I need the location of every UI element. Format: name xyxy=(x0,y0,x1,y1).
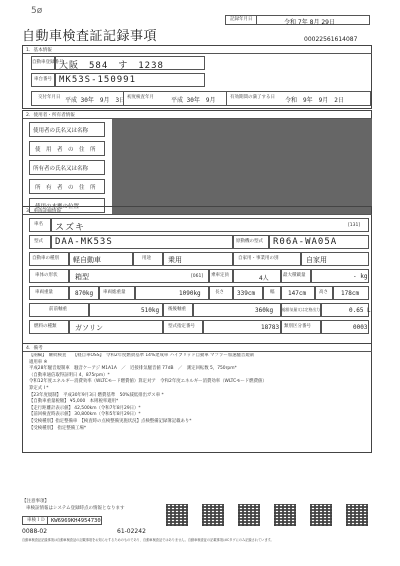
rear-axle-label: 後後軸重 xyxy=(168,307,186,312)
fuel-value: ガソリン xyxy=(75,324,103,332)
redacted-owner-info xyxy=(112,119,372,215)
first-inspection-value: 平成 30年 9月 xyxy=(171,97,216,104)
purpose-value: 自家用 xyxy=(306,256,327,264)
capacity-label: 乗車定員 xyxy=(211,273,229,278)
remarks-list xyxy=(29,353,369,432)
print-date: 令和 7年 8月 29日 xyxy=(284,19,335,26)
expiry-label: 有効期間の満了する日 xyxy=(230,95,275,100)
remark-line: 【受検種別】 指定整備工場* xyxy=(29,425,87,431)
section1-heading: 1．基本情報 xyxy=(26,48,52,53)
footer-code-left: 0088-02 xyxy=(22,528,48,535)
section3 xyxy=(22,206,372,344)
displacement-value: 0.65 L xyxy=(349,307,371,314)
engine-value: R06A-WA05A xyxy=(273,237,338,247)
expiry-value: 令和 9年 9月 2日 xyxy=(285,97,344,104)
section4 xyxy=(22,343,372,453)
weight-value: 870kg xyxy=(75,290,94,297)
use-value: 乗用 xyxy=(168,256,182,264)
front-axle-label: 前前軸重 xyxy=(49,307,67,312)
issue-date-label: 交付年月日 xyxy=(38,95,61,100)
remark-line: 【自動車重量税額】 ¥5,000 本則税率適用* xyxy=(29,399,119,405)
reg-number-value: 大阪 584 す 1238 xyxy=(59,61,164,71)
maxload-label: 最大積載量 xyxy=(283,273,306,278)
front-axle-value: 510kg xyxy=(141,307,160,314)
inspection-id-box xyxy=(22,516,102,525)
footer-code-mid: 61-02242 xyxy=(117,528,146,535)
purpose-label: 自家用・事業用の別 xyxy=(238,256,279,261)
remark-line: 【走行距離計表示値】 42,500km（令和7年8月29日）* xyxy=(29,405,141,411)
weight-label: 車両重量 xyxy=(35,290,53,295)
gross-weight-label: 車両総重量 xyxy=(103,290,126,295)
footer-disclaimer: 自動車検査証記録事項は自動車検査証の記載事項をお知らせするためのものであり、自動車検査証ではありません。自動車検査証の記載事項はICタグにのみ記録されています。 xyxy=(22,538,274,542)
section2-row-2: 使 用 者 の 住 所 xyxy=(35,147,96,153)
section4-heading: 4．備考 xyxy=(26,346,43,351)
kind-value: 軽自動車 xyxy=(73,256,101,264)
section2 xyxy=(22,110,372,215)
section2-row-1: 使用者の氏名又は名称 xyxy=(33,128,89,134)
section2-row-5: 使用の本拠の位置 xyxy=(35,204,80,210)
engine-label: 原動機の型式 xyxy=(236,239,263,244)
section2-row-4: 所 有 者 の 住 所 xyxy=(35,185,96,191)
gross-weight-value: 1090kg xyxy=(179,290,201,297)
footer xyxy=(22,500,372,550)
type-number-label: 型式指定番号 xyxy=(168,324,195,329)
shape-code: [061] xyxy=(191,274,204,279)
maxload-value: - kg xyxy=(353,273,368,280)
qr-code xyxy=(310,504,332,526)
remark-line: 適用車 ※ xyxy=(29,359,48,365)
logo-mark: 5ø xyxy=(31,6,43,16)
height-label: 高さ xyxy=(319,290,328,295)
qr-code xyxy=(202,504,224,526)
model-label: 型式 xyxy=(34,239,43,244)
length-label: 長さ xyxy=(215,290,224,295)
width-value: 147cm xyxy=(288,290,307,297)
kind-label: 自動車の種別 xyxy=(32,256,59,261)
remark-line: 【23年度規制】 平成30年9月3日 燃費基準 50%減低排出ガス車 * xyxy=(29,392,164,398)
inspection-id-label: 車検ＩＤ xyxy=(27,518,45,523)
qr-code xyxy=(274,504,296,526)
type-number-value: 18783 xyxy=(261,324,280,331)
qr-code xyxy=(346,504,368,526)
reg-number-label: 自動車登録番号 xyxy=(32,60,64,65)
displacement-label: 総排気量又は定格出力 xyxy=(282,307,320,312)
maker-label: 車名 xyxy=(34,222,43,227)
rear-axle-value: 360kg xyxy=(255,307,274,314)
width-label: 幅 xyxy=(270,290,275,295)
remark-line: 【前回検査時表示値】 30,800km（令和5年8月29日）* xyxy=(29,412,141,418)
section3-heading: 3．車両詳細情報 xyxy=(26,209,62,214)
print-date-label: 記録年月日 xyxy=(230,17,253,22)
first-inspection-label: 初度検査年月 xyxy=(127,95,154,100)
print-date-box xyxy=(225,15,370,25)
category-number-value: 0003 xyxy=(353,324,368,331)
chassis-number-value: MK53S-150991 xyxy=(59,75,137,85)
remark-line: 算定式 I * xyxy=(29,385,49,391)
page-title: 自動車検査証記録事項 xyxy=(22,29,158,44)
remark-line: （自動車通信取得証明日 4，875rpm）* xyxy=(29,372,110,378)
inspection-id-value: KW6969KH4954730 xyxy=(51,518,101,524)
chassis-number-label: 車台番号 xyxy=(34,77,52,82)
maker-value: スズキ xyxy=(55,223,86,233)
model-value: DAA-MK53S xyxy=(55,237,113,247)
remark-line: 【受検種別】指定整備車 【検査時の点検整備実施状況】点検整備記録簿記載あり* xyxy=(29,418,192,424)
notes-text: 車検証情報はシステム登録時点の情報となります xyxy=(26,506,125,511)
notes-heading: 【注意事項】 xyxy=(22,499,49,504)
remark-line: 令和12年度エネルギー消費効率（WLTCモード燃費値）算定対ア 令和2年度エネルギー消費効率（WLTCモード燃費値） xyxy=(29,379,267,385)
document-number: 00022561614087 xyxy=(304,36,358,43)
maker-code: [131] xyxy=(348,223,361,228)
length-value: 339cm xyxy=(237,290,256,297)
height-value: 178cm xyxy=(341,290,360,297)
capacity-value: 4人 xyxy=(259,275,269,282)
section1 xyxy=(22,45,372,109)
use-label: 用途 xyxy=(142,256,151,261)
category-number-label: 類別区分番号 xyxy=(284,324,311,329)
section2-heading: 2．使用者・所有者情報 xyxy=(26,113,75,118)
issue-date-value: 平成 30年 9月 3日 xyxy=(65,97,126,104)
shape-value: 箱型 xyxy=(75,273,89,281)
qr-code xyxy=(238,504,260,526)
shape-label: 車体の形状 xyxy=(35,273,58,278)
remark-line: 【兩輪】 継続検査 【軽自車OSS】 令和2年度燃費基準 14%達成車 ハイブリッド自動車 マフラー加速騒音規制 xyxy=(29,353,255,358)
section2-row-3: 所有者の氏名又は名称 xyxy=(33,166,89,172)
fuel-label: 燃料の種類 xyxy=(34,324,57,329)
qr-code xyxy=(166,504,188,526)
remark-line: 平成28年騒音規制車 騒音ケーアジ M1A1A ／ 近接排気騒音値 77dB ／ 測定回転数 5，750rpm* xyxy=(29,366,237,372)
